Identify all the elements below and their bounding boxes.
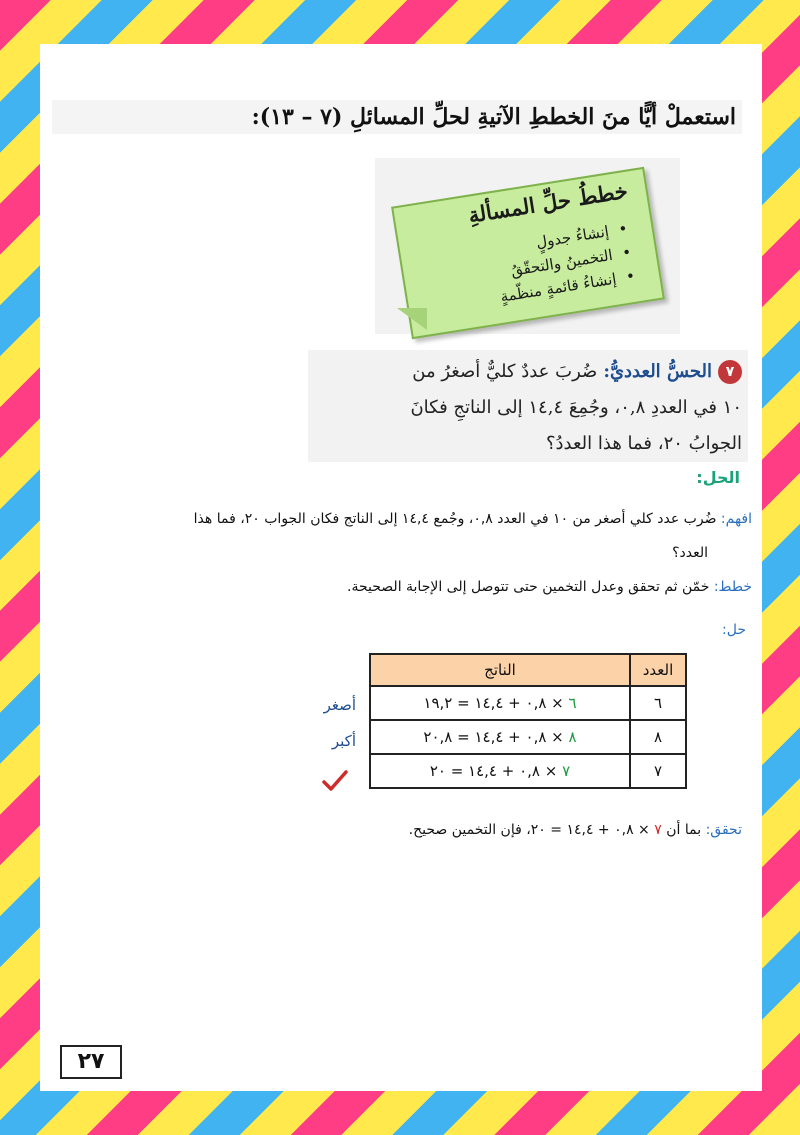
strategy-item: • التخمينُ والتحقّقُ [495, 240, 633, 285]
row-guess: ٨ [568, 728, 577, 746]
row-expr-text: × ٠,٨ + ١٤,٤ = ٢٠ [429, 762, 558, 780]
strategy-list [491, 213, 654, 308]
strategy-item: • إنشاءُ قائمةٍ منظّمةٍ [499, 264, 637, 309]
page-heading: استعملْ أيًّا منَ الخططِ الآتيةِ لحلِّ المسائلِ (٧ – ١٣): [52, 100, 742, 134]
check-section [42, 822, 742, 838]
check-rest: × ٠,٨ + ١٤,٤ = ٢٠، فإن التخمين صحيح. [408, 822, 650, 838]
note-fold-corner [397, 308, 427, 330]
row-expr-text: × ٠,٨ + ١٤,٤ = ٢٠,٨ [423, 728, 564, 746]
page-sheet [40, 44, 762, 1091]
strategy-note-title: خططُ حلِّ المسألةِ [466, 177, 630, 228]
table-row [370, 754, 686, 788]
problem-line-2: ١٠ في العددِ ٠,٨، وجُمِعَ ١٤,٤ إلى الناتجِ فكانَ [410, 397, 742, 418]
problem-number-badge: ٧ [718, 360, 742, 384]
plan-section [52, 579, 752, 595]
row-number: ٧ [630, 754, 686, 788]
understand-label: افهم: [720, 511, 752, 527]
table-row [370, 686, 686, 720]
header-number: العدد [630, 654, 686, 686]
row-note-smaller: أصغر [323, 696, 356, 714]
solution-label [696, 468, 740, 487]
understand-line-1 [52, 502, 752, 536]
row-expression [370, 754, 630, 788]
page-number: ٢٧ [60, 1045, 122, 1079]
problem-text: ضُربَ عددٌ كليٌّ أصغرُ من [412, 361, 598, 382]
row-note-larger: أكبر [331, 732, 356, 750]
solution-label-text: الحل: [696, 468, 740, 487]
row-expression [370, 686, 630, 720]
problem-line-3: الجوابُ ٢٠، فما هذا العددُ؟ [545, 433, 742, 454]
check-number: ٧ [654, 822, 662, 838]
row-guess: ٦ [568, 694, 577, 712]
row-guess: ٧ [562, 762, 571, 780]
understand-section [52, 502, 752, 570]
problem-statement [308, 350, 748, 462]
table-header-row [370, 654, 686, 686]
row-number: ٦ [630, 686, 686, 720]
problem-title: الحسُّ العدديُّ: [603, 361, 712, 382]
check-label: تحقق: [705, 822, 742, 838]
problem-line-1 [314, 354, 742, 390]
strategy-sticky-note [391, 167, 665, 339]
understand-text: ضُرب عدد كلي أصغر من ١٠ في العدد ٠,٨، وجُمع ١٤,٤ إلى الناتج فكان الجواب ٢٠، فما هذا [193, 511, 717, 527]
row-expression [370, 720, 630, 754]
plan-label: خطط: [713, 579, 752, 595]
check-prefix: بما أن [666, 822, 702, 838]
row-expr-text: × ٠,٨ + ١٤,٤ = ١٩,٢ [423, 694, 564, 712]
solve-label: حل: [722, 622, 746, 638]
table-row [370, 720, 686, 754]
checkmark-icon [322, 770, 348, 792]
guess-check-table [369, 653, 687, 789]
plan-text: خمّن ثم تحقق وعدل التخمين حتى تتوصل إلى الإجابة الصحيحة. [347, 579, 710, 595]
understand-line-2: العدد؟ [672, 545, 708, 561]
strategy-note-area [375, 158, 680, 334]
strategy-item: • إنشاءُ جدولٍ [491, 216, 629, 261]
header-result: الناتج [370, 654, 630, 686]
solve-section [722, 622, 746, 638]
row-number: ٨ [630, 720, 686, 754]
